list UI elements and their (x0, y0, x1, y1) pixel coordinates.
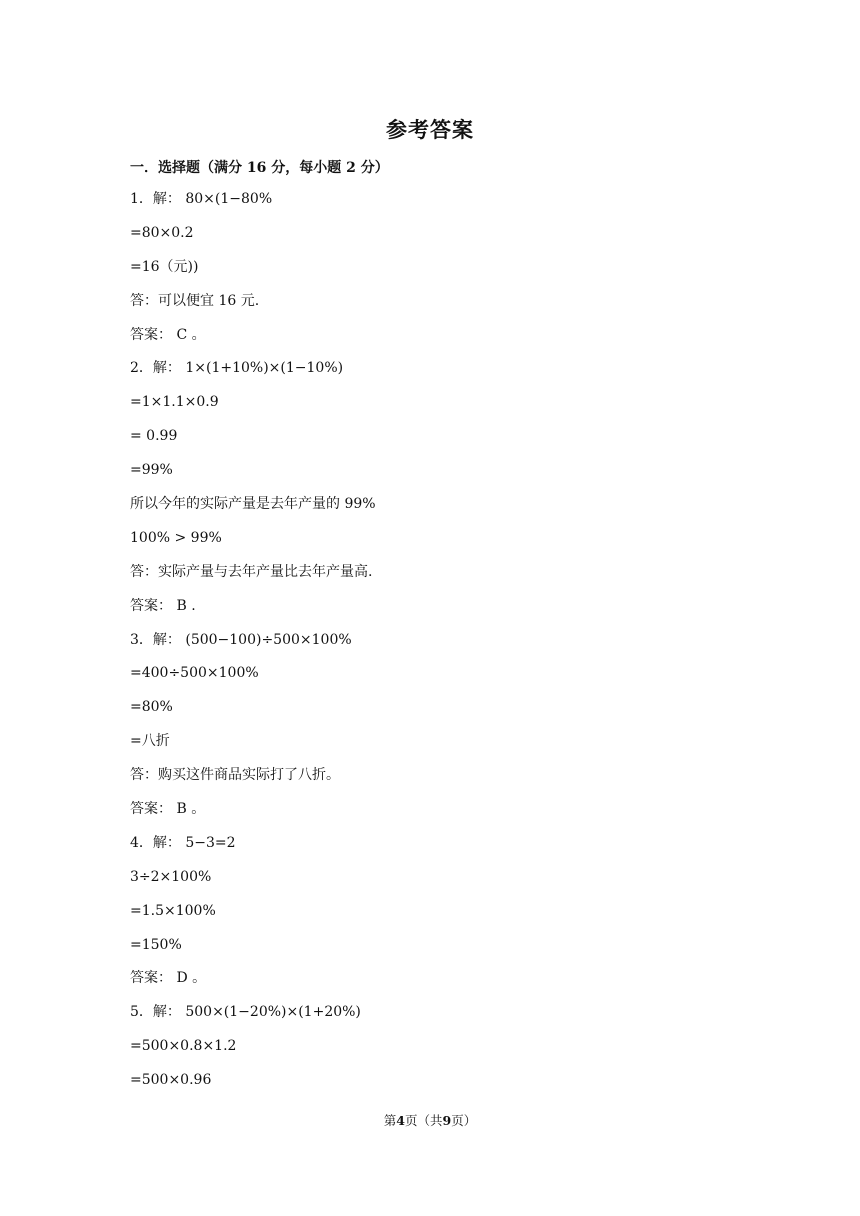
answer-line: 所以今年的实际产量是去年产量的 99% (130, 496, 376, 513)
answer-line: 答案： D 。 (130, 970, 207, 987)
answer-lines (130, 188, 750, 1103)
answer-line: 答：可以便宜 16 元. (130, 292, 260, 309)
footer-suffix: 页） (451, 1113, 477, 1128)
footer-current-page: 4 (396, 1113, 405, 1128)
answer-line: =1.5×100% (130, 902, 216, 919)
answer-line: 3．解： (500−100)÷500×100% (130, 631, 352, 648)
answer-line: 3÷2×100% (130, 868, 212, 885)
answer-line: 答案： B 。 (130, 801, 206, 818)
answer-line: =80% (130, 699, 173, 716)
answer-line: 4．解： 5−3=2 (130, 834, 236, 851)
answer-line: 100% > 99% (130, 529, 222, 546)
answer-line: =500×0.96 (130, 1072, 212, 1089)
answer-line: =八折 (130, 733, 170, 750)
page-footer (0, 1111, 860, 1129)
answer-line: 2．解： 1×(1+10%)×(1−10%) (130, 360, 344, 377)
page-title: 参考答案 (386, 117, 474, 142)
answer-line: =99% (130, 462, 173, 479)
footer-prefix: 第 (383, 1113, 397, 1128)
answer-line: =400÷500×100% (130, 665, 259, 682)
answer-line: =1×1.1×0.9 (130, 394, 219, 411)
answer-line: 答：购买这件商品实际打了八折。 (130, 767, 340, 784)
footer-middle: 页（共 (404, 1113, 443, 1128)
answer-line: 5．解： 500×(1−20%)×(1+20%) (130, 1004, 361, 1021)
answer-line: =500×0.8×1.2 (130, 1038, 237, 1055)
footer-total-pages: 9 (442, 1113, 452, 1128)
answer-line: = 0.99 (130, 428, 178, 445)
answer-line: 1．解： 80×(1−80% (130, 191, 273, 207)
answer-line: 答：实际产量与去年产量比去年产量高. (130, 563, 373, 580)
answer-line: =80×0.2 (130, 224, 194, 241)
answer-line: =150% (130, 936, 182, 953)
answer-line: 答案： C 。 (130, 326, 206, 343)
answer-line: =16（元)) (130, 258, 199, 275)
answer-line: 答案： B . (130, 597, 196, 614)
section-heading: 一．选择题（满分 16 分，每小题 2 分） (130, 160, 389, 176)
